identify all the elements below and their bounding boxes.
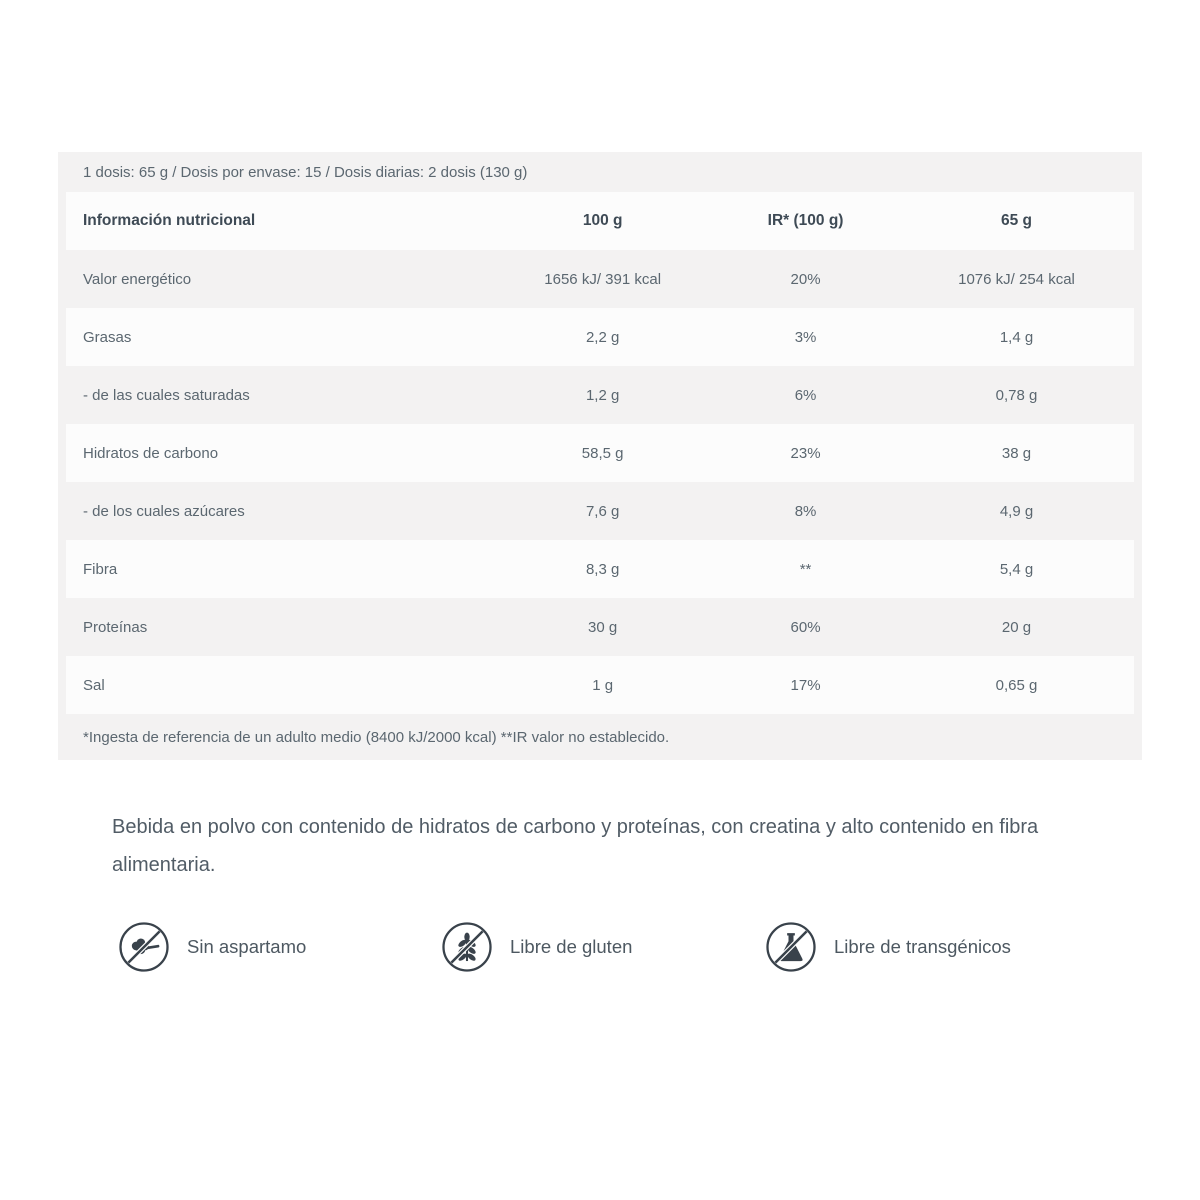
value-per-65g: 0,78 g <box>995 386 1038 404</box>
reference-intake-footnote: *Ingesta de referencia de un adulto medio (8400 kJ/2000 kcal) **IR valor no establecido. <box>83 728 670 746</box>
value-per-65g: 38 g <box>1001 444 1032 462</box>
value-ir: ** <box>799 560 812 578</box>
table-row-saturated-fat <box>66 366 1134 424</box>
table-row-carbs <box>66 424 1134 482</box>
table-row-fiber <box>66 540 1134 598</box>
value-per-100g: 58,5 g <box>581 444 624 462</box>
feature-label: Libre de transgénicos <box>834 936 1011 957</box>
row-label: - de las cuales saturadas <box>83 386 250 404</box>
value-per-65g: 1,4 g <box>999 328 1034 346</box>
row-label: - de los cuales azúcares <box>83 502 245 520</box>
value-per-100g: 2,2 g <box>585 328 620 346</box>
feature-no-aspartame <box>118 921 306 973</box>
header-100g: 100 g <box>582 212 623 229</box>
header-65g: 65 g <box>1001 212 1033 229</box>
row-label: Proteínas <box>83 618 148 636</box>
value-per-100g: 1,2 g <box>585 386 620 404</box>
feature-label: Libre de gluten <box>510 936 633 957</box>
table-row-protein <box>66 598 1134 656</box>
row-label: Valor energético <box>83 270 192 288</box>
value-per-100g: 7,6 g <box>585 502 620 520</box>
value-per-100g: 8,3 g <box>585 560 620 578</box>
table-header-row <box>66 192 1134 250</box>
header-ir-100g: IR* (100 g) <box>767 212 844 229</box>
value-per-65g: 4,9 g <box>999 502 1034 520</box>
nutrition-panel <box>58 152 1142 760</box>
no-aspartame-icon <box>118 921 170 973</box>
value-per-100g: 1 g <box>592 676 614 694</box>
row-label: Hidratos de carbono <box>83 444 219 462</box>
row-label: Sal <box>83 676 105 694</box>
feature-gluten-free <box>441 921 632 973</box>
value-per-65g: 20 g <box>1001 618 1032 636</box>
gluten-free-icon <box>441 921 493 973</box>
value-per-65g: 5,4 g <box>999 560 1034 578</box>
value-ir: 3% <box>794 328 817 346</box>
value-ir: 6% <box>794 386 817 404</box>
table-row-fat <box>66 308 1134 366</box>
row-label: Grasas <box>83 328 132 346</box>
value-ir: 60% <box>790 618 821 636</box>
value-per-100g: 1656 kJ/ 391 kcal <box>544 270 662 288</box>
nutrition-table <box>66 192 1134 714</box>
value-ir: 20% <box>790 270 821 288</box>
value-ir: 17% <box>790 676 821 694</box>
value-per-100g: 30 g <box>588 618 618 636</box>
value-ir: 23% <box>790 444 821 462</box>
feature-badges <box>0 921 1200 973</box>
row-label: Fibra <box>83 560 118 578</box>
value-per-65g: 0,65 g <box>995 676 1038 694</box>
value-per-65g: 1076 kJ/ 254 kcal <box>958 270 1075 288</box>
value-ir: 8% <box>794 502 817 520</box>
table-row-energy <box>66 250 1134 308</box>
no-gmo-icon <box>765 921 817 973</box>
table-row-sugars <box>66 482 1134 540</box>
feature-no-gmo <box>765 921 1011 973</box>
product-description: Bebida en polvo con contenido de hidratos de carbono y proteínas, con creatina y alto contenido en fibra alimentaria. <box>112 816 1039 876</box>
feature-label: Sin aspartamo <box>187 936 307 957</box>
dosage-summary: 1 dosis: 65 g / Dosis por envase: 15 / Dosis diarias: 2 dosis (130 g) <box>83 163 528 181</box>
table-row-salt <box>66 656 1134 714</box>
header-info-nutricional: Información nutricional <box>83 212 256 229</box>
